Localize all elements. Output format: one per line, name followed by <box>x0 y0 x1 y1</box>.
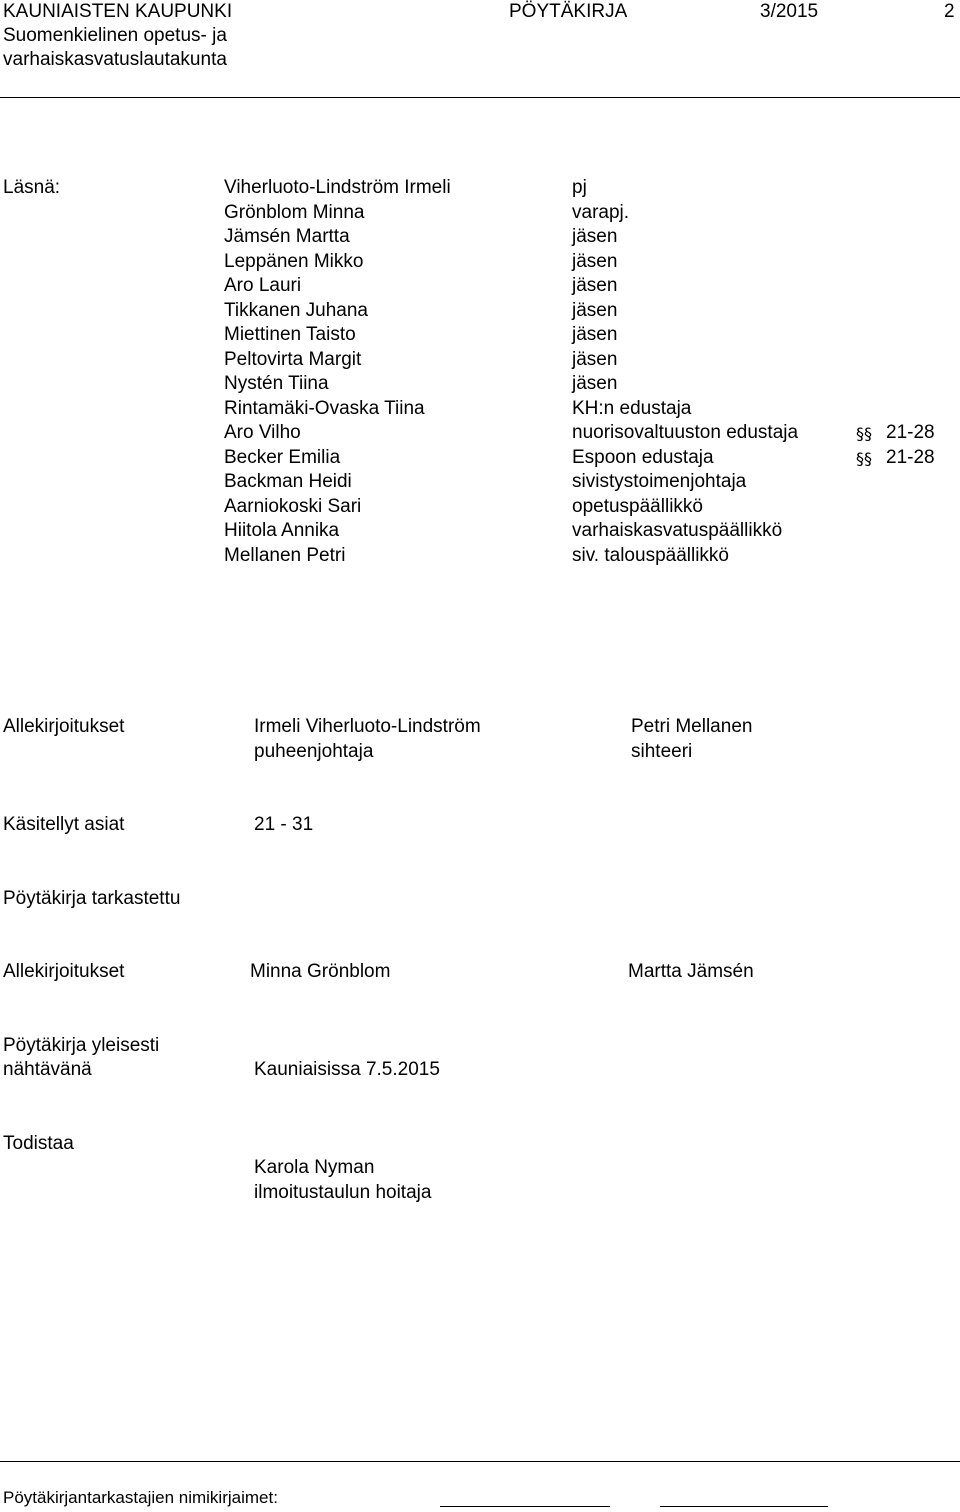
checker-signatures-label: Allekirjoitukset <box>3 961 125 982</box>
attendance-row <box>0 299 960 324</box>
document-type: PÖYTÄKIRJA <box>509 1 628 22</box>
section-mark-icon: § <box>864 424 872 443</box>
section-mark-icon: § <box>856 424 864 443</box>
attendee-role: KH:n edustaja <box>572 397 692 419</box>
certify-label: Todistaa <box>3 1133 74 1154</box>
attendee-sections: 21-28 <box>886 446 935 468</box>
chair-name: Irmeli Viherluoto-Lindström <box>254 716 481 737</box>
section-mark-icon: § <box>856 448 864 468</box>
organization-name: KAUNIAISTEN KAUPUNKI <box>3 1 233 22</box>
attendee-name: Rintamäki-Ovaska Tiina <box>224 397 425 419</box>
attendee-name: Aro Lauri <box>224 275 302 296</box>
public-label-line2: nähtävänä <box>3 1059 92 1080</box>
attendee-name: Backman Heidi <box>224 471 352 492</box>
attendee-name: Tikkanen Juhana <box>224 299 369 321</box>
certifier-name: Karola Nyman <box>254 1157 375 1178</box>
attendance-label: Läsnä: <box>3 177 61 198</box>
attendee-role: jäsen <box>572 299 618 321</box>
attendance-row <box>0 446 960 471</box>
attendee-role: jäsen <box>572 348 618 370</box>
attendee-name: Becker Emilia <box>224 446 341 468</box>
section-mark-icon: § <box>864 448 872 468</box>
attendee-role: jäsen <box>572 373 618 394</box>
attendee-role: Espoon edustaja <box>572 446 714 468</box>
attendee-name: Jämsén Martta <box>224 226 350 247</box>
attendee-role: jäsen <box>572 226 618 247</box>
attendee-name: Aarniokoski Sari <box>224 495 362 517</box>
attendance-row <box>0 225 960 250</box>
attendee-name: Viherluoto-Lindström Irmeli <box>224 177 451 198</box>
attendee-name: Nystén Tiina <box>224 373 329 394</box>
minutes-checked-label: Pöytäkirja tarkastettu <box>3 888 181 909</box>
attendee-name: Leppänen Mikko <box>224 250 364 272</box>
attendee-role: jäsen <box>572 275 618 296</box>
attendee-role: nuorisovaltuuston edustaja <box>572 422 799 443</box>
attendee-sections: 21-28 <box>886 422 935 443</box>
attendee-role: pj <box>572 177 587 198</box>
attendee-name: Miettinen Taisto <box>224 324 356 345</box>
public-value: Kauniaisissa 7.5.2015 <box>254 1059 440 1080</box>
attendee-name: Aro Vilho <box>224 422 301 443</box>
attendance-row <box>0 348 960 373</box>
attendee-name: Mellanen Petri <box>224 544 346 566</box>
attendance-row <box>0 544 960 569</box>
attendee-role: opetuspäällikkö <box>572 495 703 517</box>
attendance-row <box>0 421 960 446</box>
chair-title: puheenjohtaja <box>254 741 374 762</box>
attendee-role: varapj. <box>572 201 630 223</box>
attendee-role: varhaiskasvatuspäällikkö <box>572 520 783 541</box>
attendance-row <box>0 519 960 544</box>
attendee-role: siv. talouspäällikkö <box>572 544 730 566</box>
handled-items-label: Käsitellyt asiat <box>3 814 125 835</box>
certifier-title: ilmoitustaulun hoitaja <box>254 1182 432 1203</box>
attendance-row <box>0 201 960 226</box>
secretary-name: Petri Mellanen <box>631 716 753 737</box>
attendance-row <box>0 176 960 201</box>
public-label-line1: Pöytäkirja yleisesti <box>3 1035 160 1056</box>
attendance-row <box>0 470 960 495</box>
board-name-line1: Suomenkielinen opetus- ja <box>3 25 227 46</box>
footer-divider <box>0 1461 960 1462</box>
secretary-title: sihteeri <box>631 741 693 762</box>
handled-items-value: 21 - 31 <box>254 814 314 835</box>
initials-line-1 <box>440 1506 610 1507</box>
attendance-row <box>0 372 960 397</box>
attendance-row <box>0 495 960 520</box>
attendance-row <box>0 274 960 299</box>
attendance-row <box>0 397 960 422</box>
attendee-name: Hiitola Annika <box>224 520 340 541</box>
checker1-name: Minna Grönblom <box>250 961 391 982</box>
header-divider <box>0 97 960 98</box>
signatures-label: Allekirjoitukset <box>3 716 125 737</box>
attendee-role: jäsen <box>572 324 618 345</box>
attendee-name: Peltovirta Margit <box>224 348 362 370</box>
checker2-name: Martta Jämsén <box>628 961 754 982</box>
attendee-name: Grönblom Minna <box>224 201 365 223</box>
page-number: 2 <box>944 1 955 22</box>
initials-label: Pöytäkirjantarkastajien nimikirjaimet: <box>3 1488 278 1507</box>
attendee-role: jäsen <box>572 250 618 272</box>
attendance-row <box>0 250 960 275</box>
attendee-role: sivistystoimenjohtaja <box>572 471 747 492</box>
board-name-line2: varhaiskasvatuslautakunta <box>3 49 227 70</box>
document-number: 3/2015 <box>760 1 819 22</box>
attendance-row <box>0 323 960 348</box>
initials-line-2 <box>660 1506 828 1507</box>
